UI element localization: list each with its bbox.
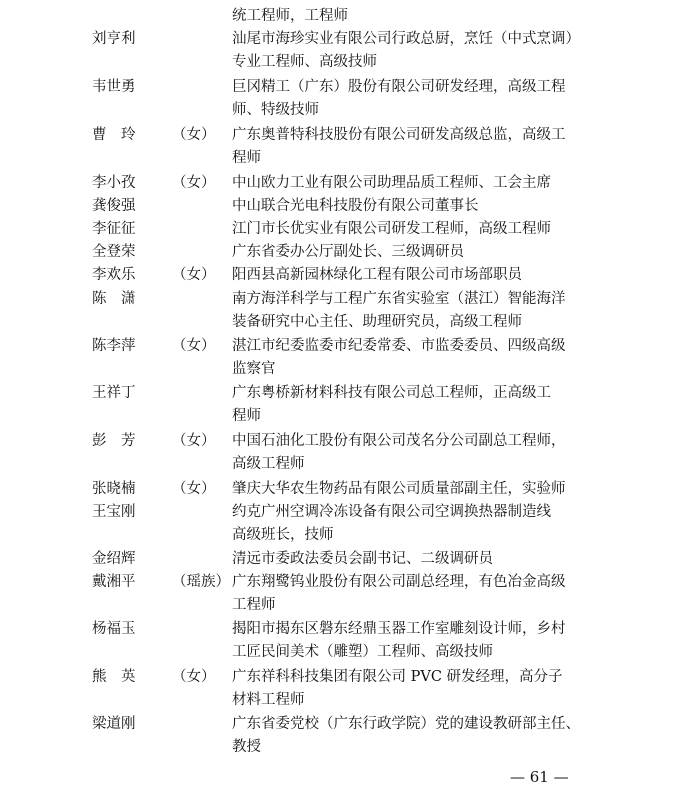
person-note: （女） <box>172 669 216 685</box>
person-note: （女） <box>172 338 216 354</box>
person-name: 陈 潇 <box>92 291 136 307</box>
description-line: 广东奥普特科技股份有限公司研发高级总监，高级工 <box>232 127 566 143</box>
description-line: 广东粤桥新材料科技有限公司总工程师，正高级工 <box>232 385 551 401</box>
description-line: 中山联合光电科技股份有限公司董事长 <box>232 198 479 214</box>
description-line: 清远市委政法委员会副书记、二级调研员 <box>232 551 493 567</box>
description-line: 材料工程师 <box>232 692 305 709</box>
description-line: 工匠民间美术（雕塑）工程师、高级技师 <box>232 644 493 661</box>
description-line: 巨冈精工（广东）股份有限公司研发经理，高级工程 <box>232 79 566 95</box>
person-name: 龚俊强 <box>92 198 136 214</box>
person-name: 李小孜 <box>92 175 136 191</box>
person-note: （女） <box>172 127 216 143</box>
person-name: 彭 芳 <box>92 433 136 449</box>
person-name: 王祥丁 <box>92 385 136 401</box>
description-line: 装备研究中心主任、助理研究员，高级工程师 <box>232 314 522 331</box>
description-line: 肇庆大华农生物药品有限公司质量部副主任，实验师 <box>232 481 566 497</box>
description-line: 揭阳市揭东区磐东经鼎玉器工作室雕刻设计师，乡村 <box>232 621 566 637</box>
description-line: 湛江市纪委监委市纪委常委、市监委委员、四级高级 <box>232 338 566 354</box>
person-name: 李征征 <box>92 221 136 237</box>
person-name: 陈李萍 <box>92 338 136 354</box>
description-line: 高级工程师 <box>232 456 305 473</box>
description-line: 南方海洋科学与工程广东省实验室（湛江）智能海洋 <box>232 291 566 307</box>
person-note: （女） <box>172 267 216 283</box>
person-name: 熊 英 <box>92 669 136 685</box>
description-line: 高级班长，技师 <box>232 527 334 544</box>
person-name: 梁道刚 <box>92 716 136 732</box>
description-line: 程师 <box>232 408 261 425</box>
person-name: 曹 玲 <box>92 127 136 143</box>
person-name: 杨福玉 <box>92 621 136 637</box>
description-line: 监察官 <box>232 361 276 378</box>
page-number: — 61 — <box>510 768 569 786</box>
person-name: 戴湘平 <box>92 574 136 590</box>
description-line: 广东祥科科技集团有限公司 PVC 研发经理，高分子 <box>232 669 563 685</box>
continued-description-line: 统工程师，工程师 <box>232 8 348 24</box>
person-name: 王宝刚 <box>92 504 136 520</box>
description-line: 教授 <box>232 739 261 756</box>
description-line: 江门市长优实业有限公司研发工程师，高级工程师 <box>232 221 551 237</box>
person-name: 李欢乐 <box>92 267 136 283</box>
person-note: （女） <box>172 433 216 449</box>
person-note: （瑶族） <box>172 574 230 590</box>
person-note: （女） <box>172 481 216 497</box>
description-line: 工程师 <box>232 597 276 614</box>
person-name: 全登荣 <box>92 244 136 260</box>
description-line: 广东省委党校（广东行政学院）党的建设教研部主任、 <box>232 716 580 732</box>
description-line: 程师 <box>232 150 261 167</box>
description-line: 汕尾市海珍实业有限公司行政总厨，烹饪（中式烹调） <box>232 31 580 47</box>
person-name: 刘亨利 <box>92 31 136 47</box>
description-line: 广东省委办公厅副处长、三级调研员 <box>232 244 464 260</box>
person-name: 韦世勇 <box>92 79 136 95</box>
person-name: 金绍辉 <box>92 551 136 567</box>
description-line: 广东翔鹭钨业股份有限公司副总经理，有色冶金高级 <box>232 574 566 590</box>
description-line: 阳西县高新园林绿化工程有限公司市场部职员 <box>232 267 522 283</box>
description-line: 中山欧力工业有限公司助理品质工程师、工会主席 <box>232 175 551 191</box>
description-line: 师、特级技师 <box>232 102 319 119</box>
person-note: （女） <box>172 175 216 191</box>
description-line: 约克广州空调冷冻设备有限公司空调换热器制造线 <box>232 504 551 520</box>
description-line: 专业工程师、高级技师 <box>232 54 377 71</box>
description-line: 中国石油化工股份有限公司茂名分公司副总工程师， <box>232 433 566 449</box>
person-name: 张晓楠 <box>92 481 136 497</box>
